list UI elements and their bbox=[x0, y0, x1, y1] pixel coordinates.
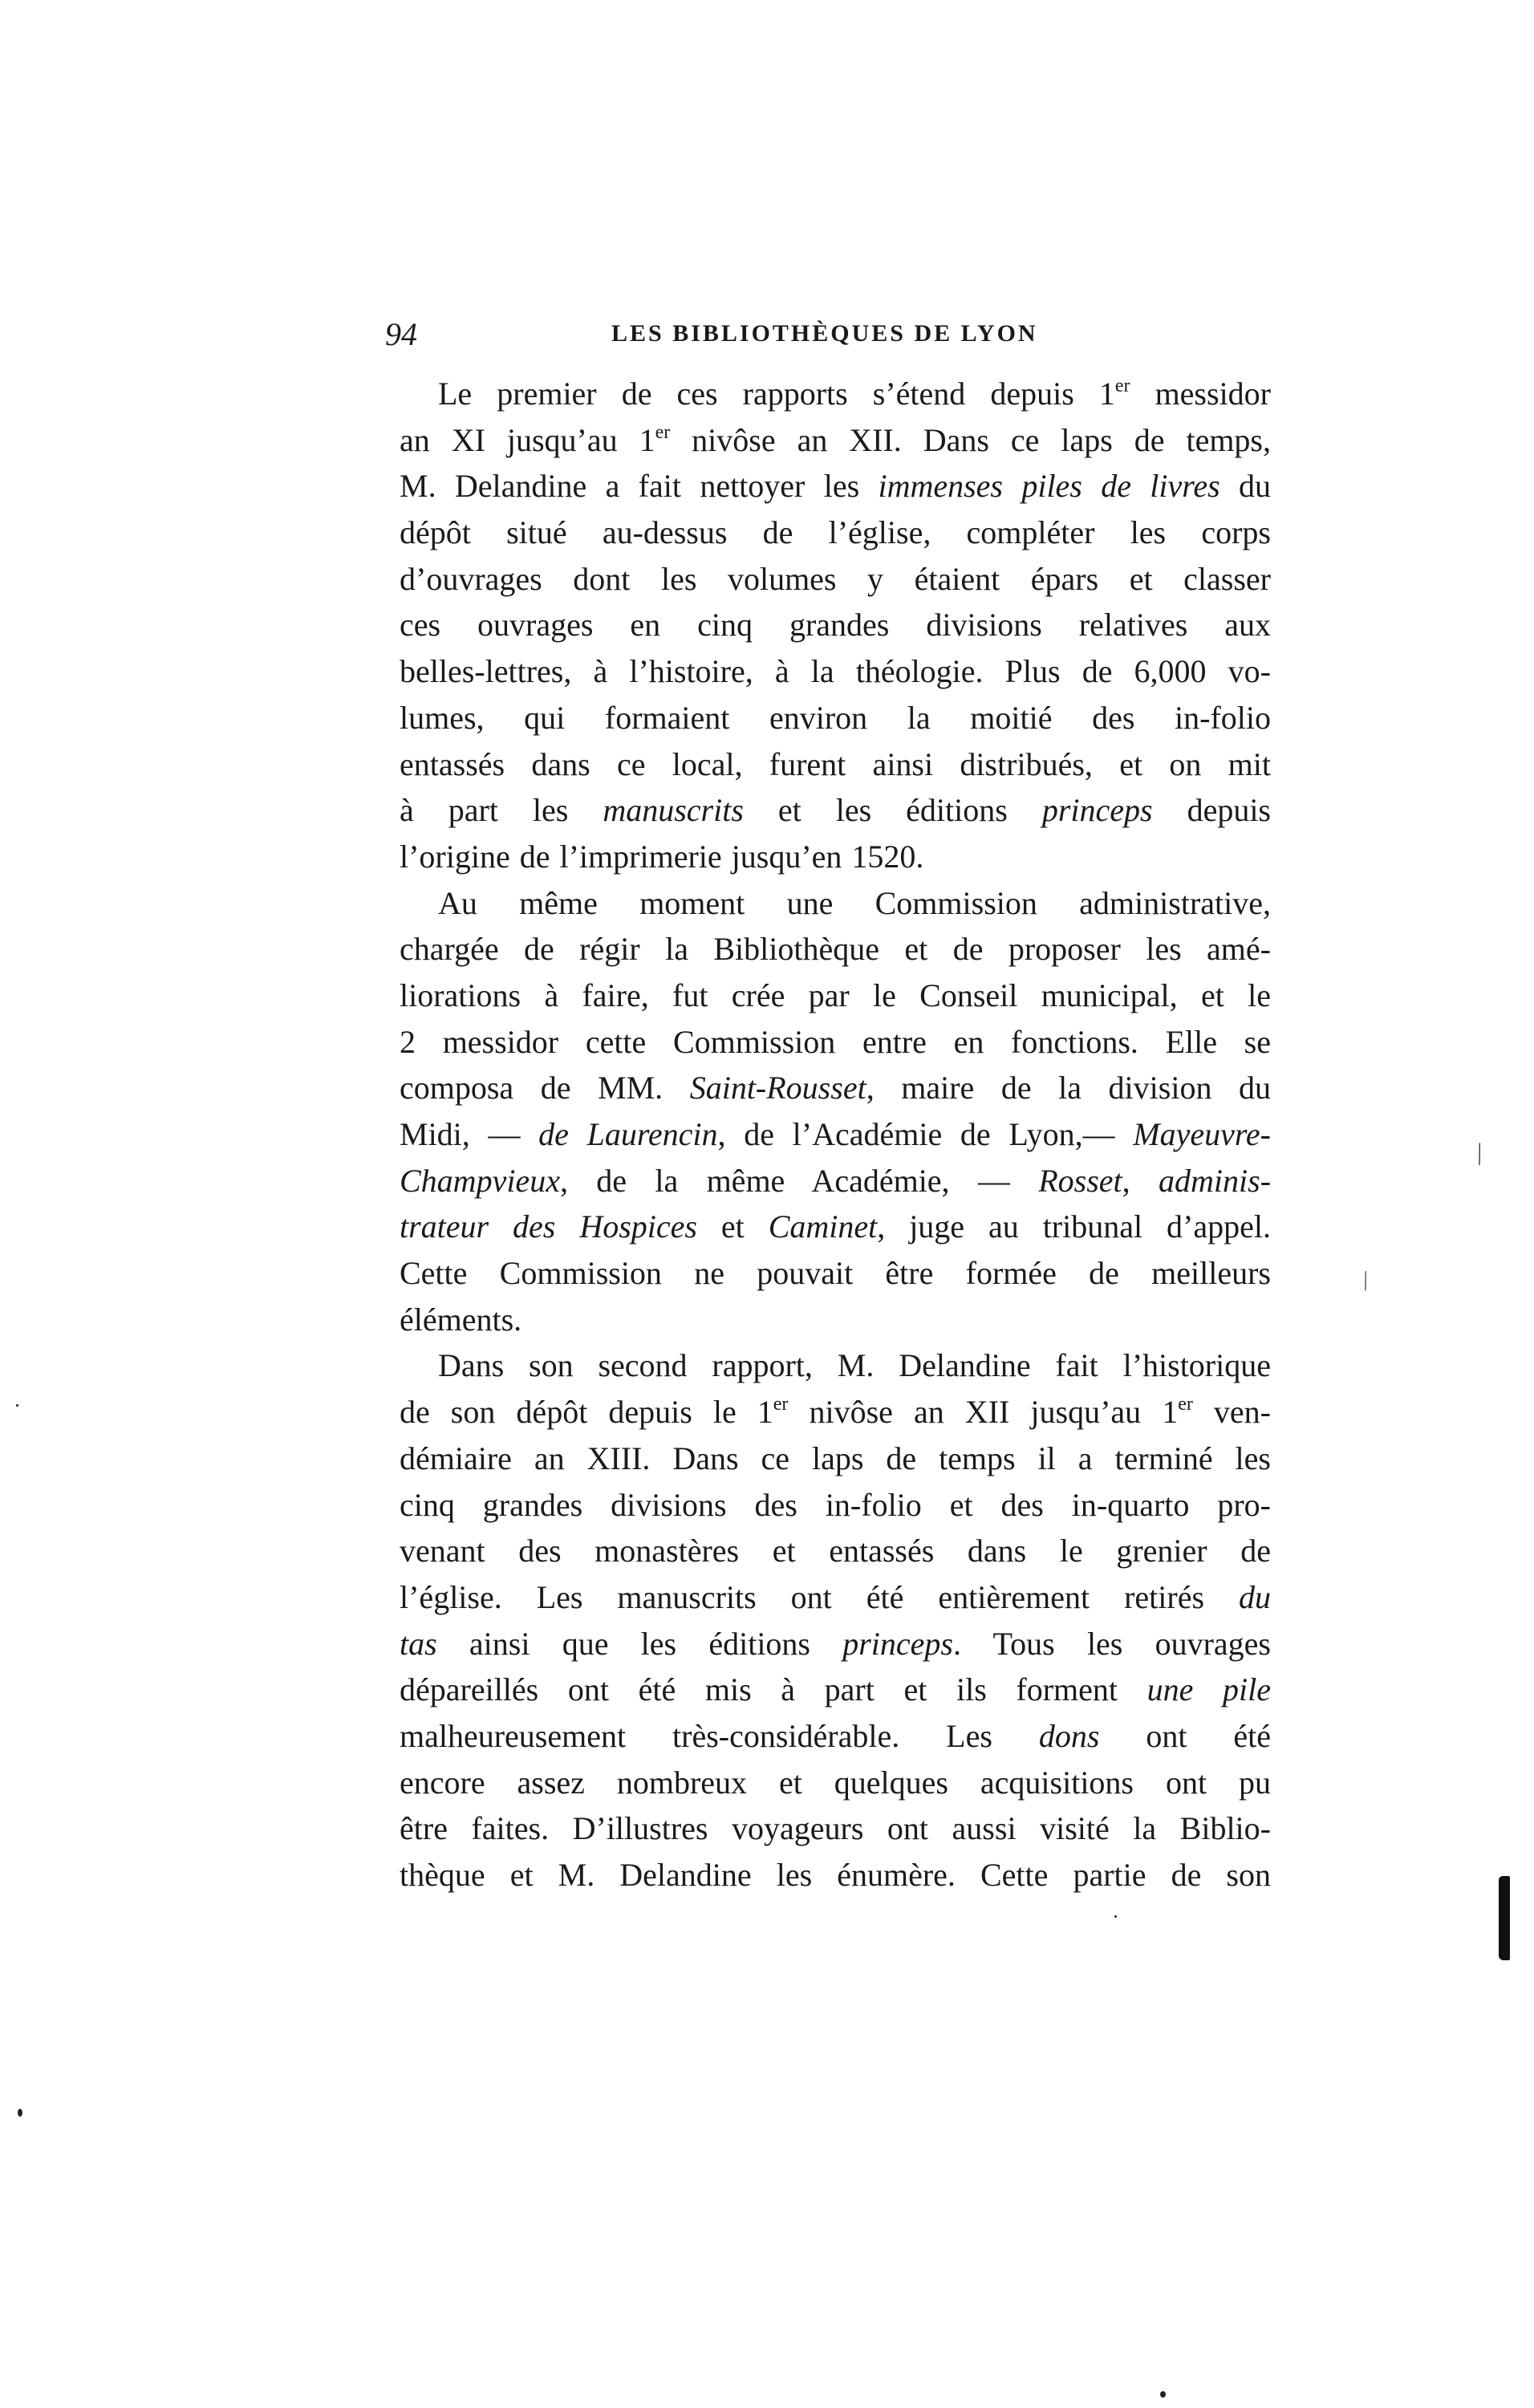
text-run: depuis bbox=[1152, 792, 1271, 829]
text-run: Le premier de ces rapports s’étend depuis bbox=[438, 376, 1099, 412]
text-run: lumes, qui formaient environ la moitié des in-folio bbox=[400, 699, 1271, 736]
text-line bbox=[400, 556, 1271, 603]
text-run: , de l’Académie de Lyon,— bbox=[717, 1116, 1134, 1152]
text-run: Dans son second rapport, M. Delandine fait l’historique bbox=[438, 1347, 1271, 1384]
text-run: , de la même Académie, — bbox=[559, 1162, 1039, 1199]
text-line bbox=[400, 1713, 1271, 1760]
superscript: er bbox=[1114, 376, 1130, 396]
text-run: démiaire an XIII. Dans ce laps de temps il a terminé les bbox=[400, 1440, 1271, 1476]
text-run: composa de MM. bbox=[400, 1070, 690, 1107]
italic-text: Mayeuvre- bbox=[1133, 1116, 1272, 1152]
text-run: Au même moment une Commission administrative, bbox=[438, 884, 1271, 921]
italic-text: de Laurencin bbox=[538, 1116, 718, 1152]
text-run: du bbox=[1219, 468, 1272, 505]
text-run: Cette Commission ne pouvait être formée de meilleurs bbox=[400, 1255, 1271, 1292]
text-line bbox=[400, 1342, 1271, 1389]
text-line bbox=[400, 417, 1271, 464]
body-text bbox=[400, 371, 1271, 1898]
text-run: et les éditions bbox=[743, 792, 1042, 829]
text-run: dépôt situé au-dessus de l’église, compléter les corps bbox=[400, 514, 1271, 551]
text-run: 1 bbox=[757, 1394, 773, 1431]
text-run: d’ouvrages dont les volumes y étaient épars et classer bbox=[400, 560, 1271, 597]
text-run: chargée de régir la Bibliothèque et de proposer les amé- bbox=[400, 931, 1271, 968]
text-run: éléments. bbox=[400, 1301, 522, 1338]
page-header bbox=[385, 315, 1284, 363]
italic-text: immenses piles de livres bbox=[878, 468, 1220, 505]
text-line bbox=[400, 834, 1271, 880]
text-line bbox=[400, 1250, 1271, 1297]
text-line bbox=[400, 1019, 1271, 1066]
text-line bbox=[400, 695, 1271, 741]
italic-text: Saint-Rousset bbox=[689, 1070, 866, 1107]
italic-text: manuscrits bbox=[603, 792, 744, 829]
text-run: l’église. Les manuscrits ont été entièrement retirés bbox=[400, 1578, 1239, 1615]
speck bbox=[1114, 1915, 1117, 1918]
italic-text: adminis- bbox=[1159, 1162, 1272, 1199]
text-run: , bbox=[1122, 1162, 1159, 1199]
speck bbox=[18, 2109, 22, 2117]
text-run: cinq grandes divisions des in-folio et des in-quarto pro- bbox=[400, 1486, 1271, 1523]
text-run: thèque et M. Delandine les énumère. Cette partie de son bbox=[400, 1857, 1271, 1893]
text-line bbox=[400, 1204, 1271, 1250]
running-title: LES BIBLIOTHÈQUES DE LYON bbox=[611, 320, 1038, 347]
text-run: et bbox=[696, 1208, 769, 1245]
text-run: ont été bbox=[1099, 1717, 1271, 1754]
italic-text: princeps bbox=[1041, 792, 1153, 829]
text-run: nivôse an XII jusqu’au bbox=[788, 1394, 1163, 1431]
italic-text: Champvieux bbox=[400, 1162, 560, 1199]
italic-text: du bbox=[1239, 1578, 1271, 1615]
text-run: . Tous les ouvrages bbox=[953, 1625, 1271, 1662]
text-run: , juge au tribunal d’appel. bbox=[877, 1208, 1271, 1245]
italic-text: Rosset bbox=[1038, 1162, 1122, 1199]
text-run: de son dépôt depuis le bbox=[400, 1394, 757, 1431]
text-line bbox=[400, 1621, 1271, 1667]
text-run: nivôse an XII. Dans ce laps de temps, bbox=[670, 421, 1272, 458]
text-line bbox=[400, 787, 1271, 834]
text-line bbox=[400, 1574, 1271, 1621]
text-run: ven- bbox=[1192, 1394, 1271, 1431]
superscript: er bbox=[1178, 1394, 1193, 1415]
italic-text: dons bbox=[1038, 1717, 1100, 1754]
text-line bbox=[400, 880, 1271, 927]
text-line bbox=[400, 1158, 1271, 1204]
text-run: 1 bbox=[1098, 376, 1115, 412]
text-line bbox=[400, 602, 1271, 648]
text-line bbox=[400, 1852, 1271, 1898]
text-run: être faites. D’illustres voyageurs ont aussi visité la Biblio- bbox=[400, 1810, 1271, 1847]
text-run: , maire de la division du bbox=[866, 1070, 1271, 1107]
text-run: 1 bbox=[639, 421, 655, 458]
speck bbox=[16, 1404, 18, 1407]
text-line bbox=[400, 463, 1271, 510]
italic-text: trateur des Hospices bbox=[400, 1208, 697, 1245]
text-line bbox=[400, 1528, 1271, 1574]
text-line bbox=[400, 1482, 1271, 1529]
text-line bbox=[400, 648, 1271, 695]
text-run: entassés dans ce local, furent ainsi distribués, et on mit bbox=[400, 745, 1271, 782]
text-run: dépareillés ont été mis à part et ils forment bbox=[400, 1671, 1147, 1708]
text-run: 1 bbox=[1162, 1394, 1179, 1431]
text-line bbox=[400, 973, 1271, 1019]
page-number: 94 bbox=[385, 316, 417, 352]
text-run: messidor bbox=[1130, 376, 1271, 412]
text-line bbox=[400, 1111, 1271, 1158]
text-line bbox=[400, 510, 1271, 556]
speck bbox=[1160, 2391, 1166, 2398]
text-line bbox=[400, 1805, 1271, 1852]
text-run: ces ouvrages en cinq grandes divisions relatives aux bbox=[400, 607, 1271, 644]
text-run: 2 messidor cette Commission entre en fonctions. Elle se bbox=[400, 1023, 1271, 1060]
text-line bbox=[400, 926, 1271, 973]
text-line bbox=[400, 1389, 1271, 1435]
text-run: l’origine de l’imprimerie jusqu’en 1520. bbox=[400, 838, 924, 875]
text-run: an XI jusqu’au bbox=[400, 421, 639, 458]
italic-text: princeps bbox=[842, 1625, 953, 1662]
text-line bbox=[400, 371, 1271, 417]
text-run: ainsi que les éditions bbox=[436, 1625, 843, 1662]
text-line bbox=[400, 1435, 1271, 1482]
italic-text: Caminet bbox=[768, 1208, 878, 1245]
margin-pencil-mark: ⁄ bbox=[1356, 1269, 1375, 1293]
text-run: malheureusement très-considérable. Les bbox=[400, 1717, 1039, 1754]
text-run: encore assez nombreux et quelques acquisitions ont pu bbox=[400, 1764, 1271, 1801]
text-run: Midi, — bbox=[400, 1116, 539, 1152]
italic-text: tas bbox=[400, 1625, 437, 1662]
italic-text: une pile bbox=[1146, 1671, 1272, 1708]
text-line bbox=[400, 1760, 1271, 1806]
text-run: belles-lettres, à l’histoire, à la théologie. Plus de 6,000 vo- bbox=[400, 653, 1271, 690]
text-run: à part les bbox=[400, 792, 603, 829]
superscript: er bbox=[655, 421, 671, 443]
text-line bbox=[400, 1065, 1271, 1111]
margin-bracket-mark bbox=[1499, 1876, 1510, 1960]
text-line bbox=[400, 1297, 1271, 1343]
text-line bbox=[400, 741, 1271, 788]
text-run: liorations à faire, fut crée par le Conseil municipal, et le bbox=[400, 977, 1271, 1013]
text-run: venant des monastères et entassés dans le grenier de bbox=[400, 1533, 1271, 1569]
margin-pencil-mark: ⁄ bbox=[1469, 1140, 1491, 1168]
superscript: er bbox=[773, 1394, 789, 1415]
text-run: M. Delandine a fait nettoyer les bbox=[400, 468, 879, 505]
text-line bbox=[400, 1667, 1271, 1713]
